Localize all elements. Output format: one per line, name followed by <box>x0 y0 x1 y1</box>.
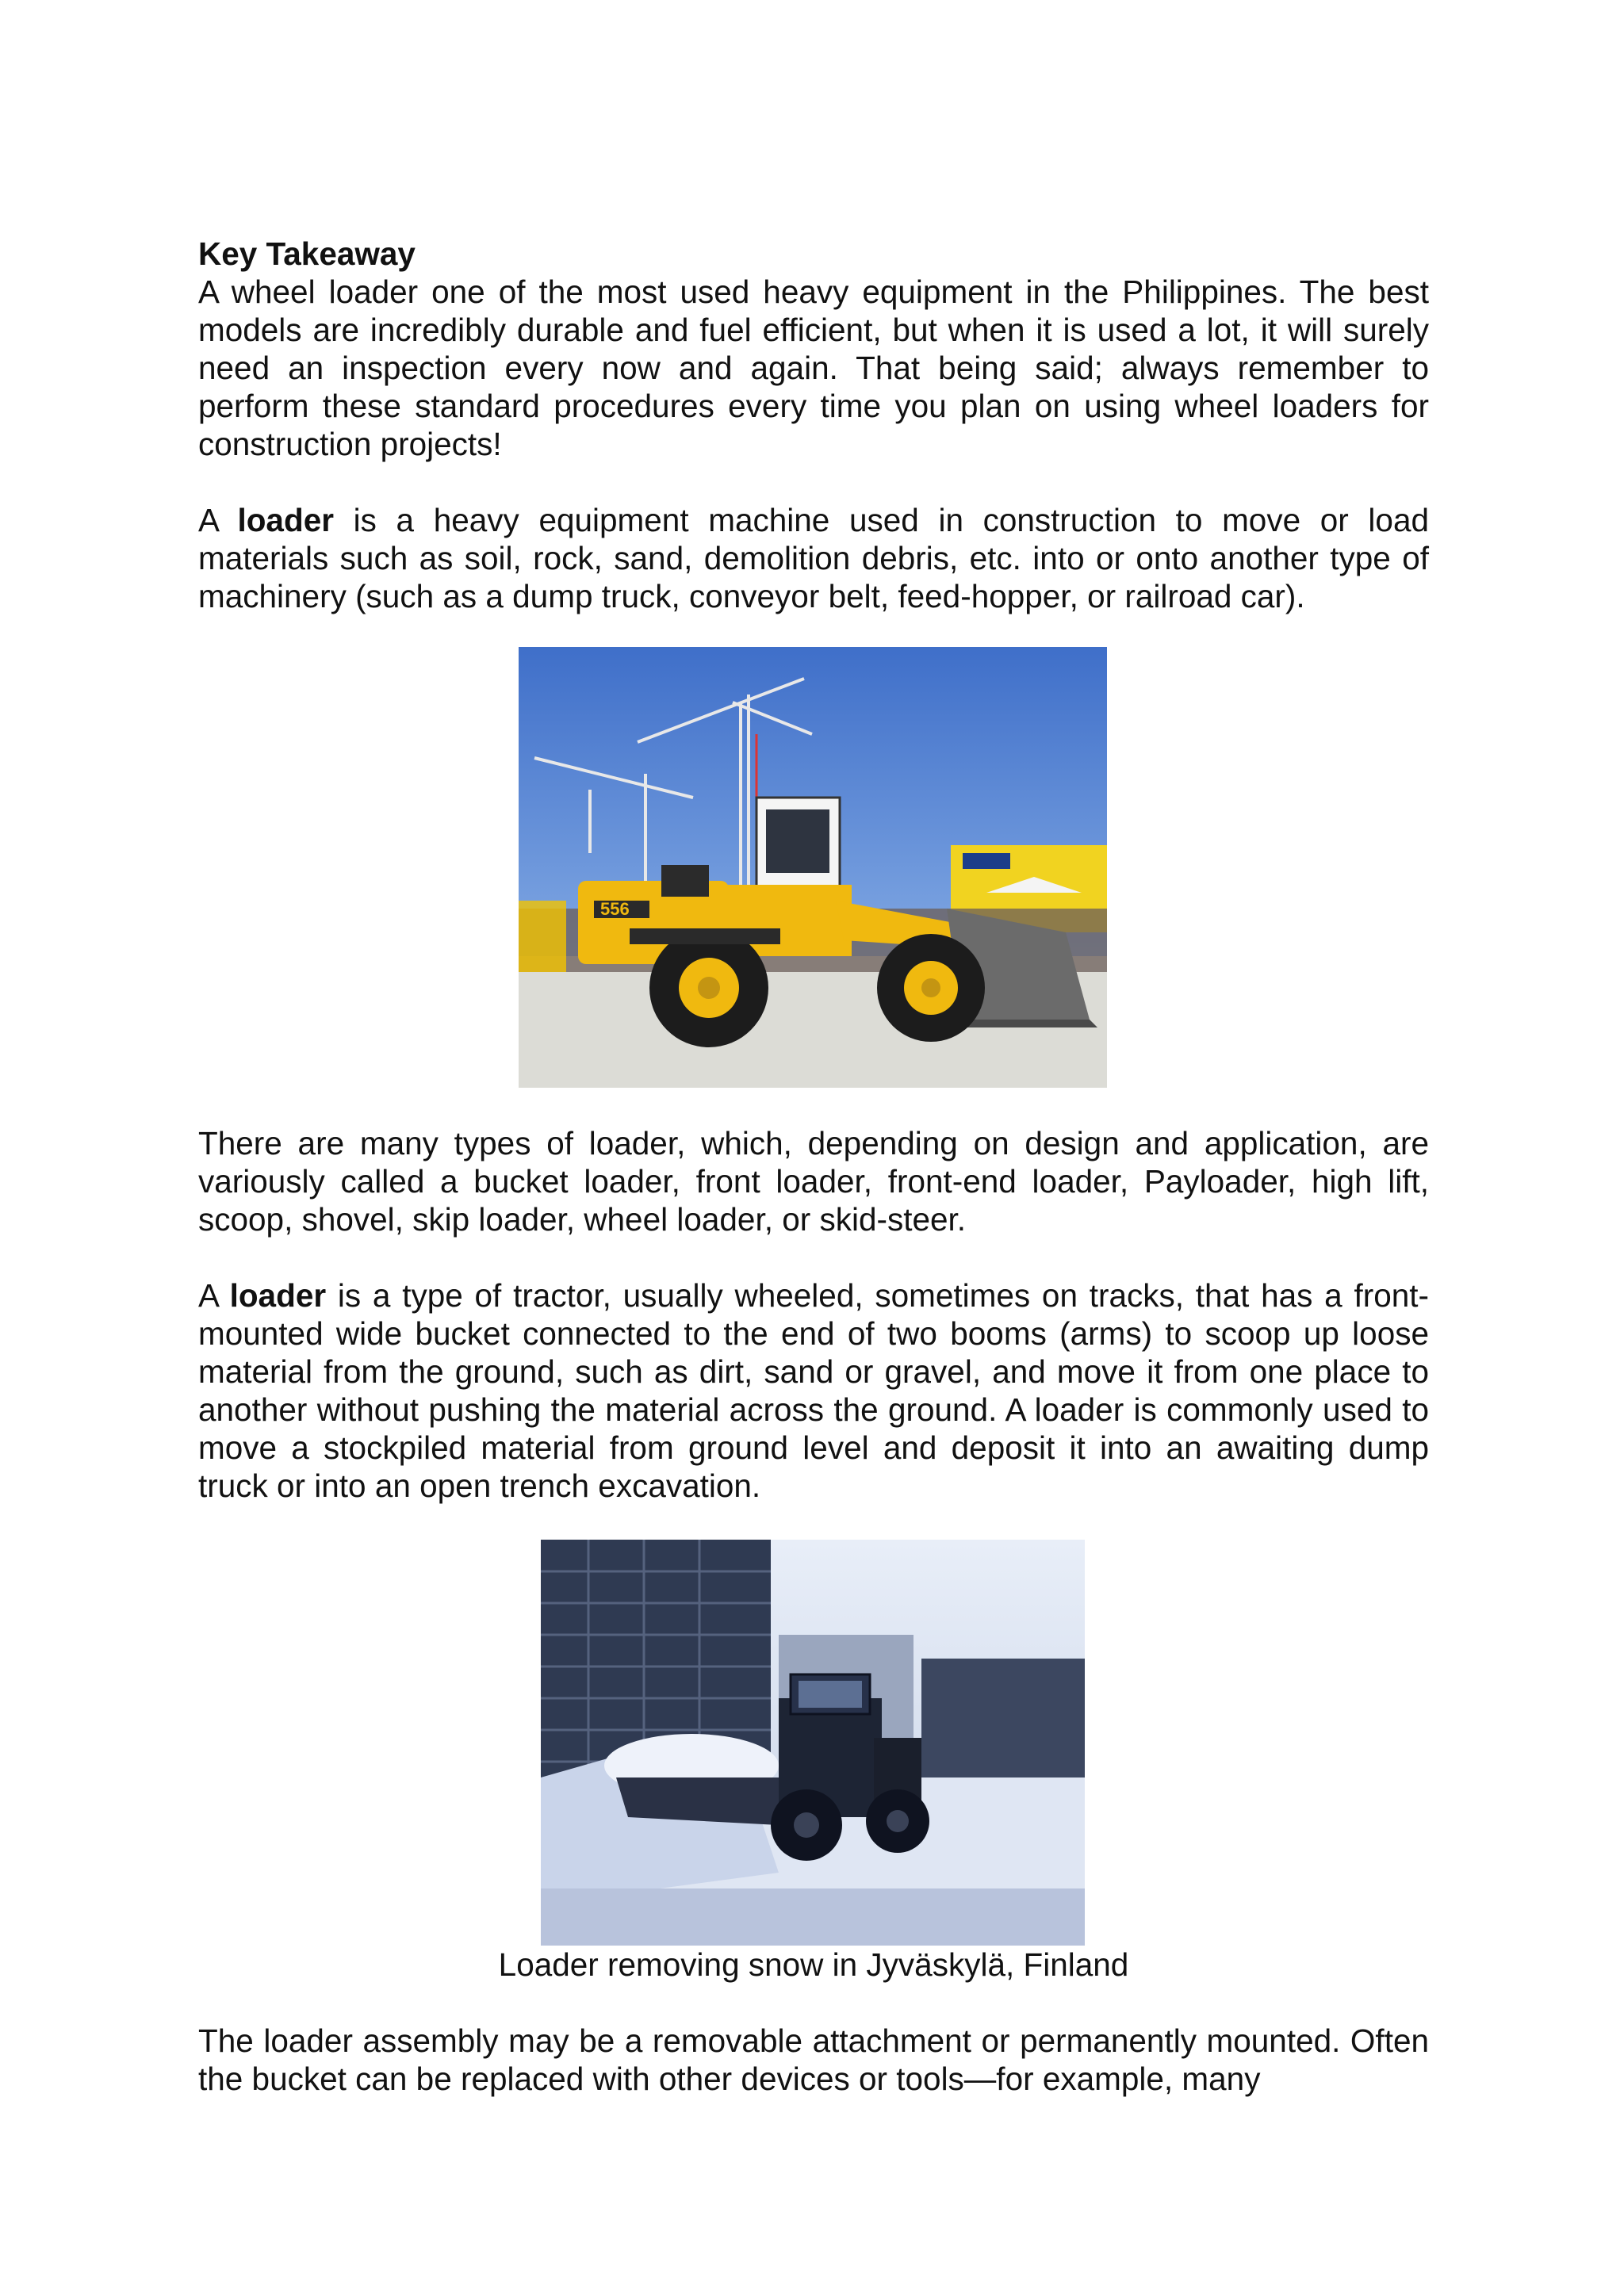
key-takeaway-paragraph: A wheel loader one of the most used heavy equipment in the Philippines. The best models are incredibly durable and fuel efficient, but when it is used a lot, it will surely need an inspection every now and again. That being said; always remember to perform these standard procedures every time you plan on using wheel loaders for construction projects! <box>198 274 1429 462</box>
document-body <box>198 235 1429 615</box>
loader-definition-paragraph: A loader is a heavy equipment machine used in construction to move or load materials such as soil, rock, sand, demolition debris, etc. into or onto another type of machinery (such as a dump truck, conveyor belt, feed-hopper, or railroad car). <box>198 502 1429 614</box>
section-heading: Key Takeaway <box>198 235 416 272</box>
document-body-3 <box>198 2022 1429 2098</box>
loader-term-2: loader <box>229 1277 327 1314</box>
loader-term: loader <box>237 502 334 538</box>
loader-assembly-paragraph: The loader assembly may be a removable attachment or permanently mounted. Often the bucket can be replaced with other devices or tools—for example, many <box>198 2022 1429 2097</box>
document-body-2 <box>198 1124 1429 1505</box>
loader-types-paragraph: There are many types of loader, which, depending on design and application, are variously called a bucket loader, front loader, front-end loader, Payloader, high lift, scoop, shovel, skip loader, wheel loader, or skid-steer. <box>198 1125 1429 1238</box>
figure-caption: Loader removing snow in Jyväskylä, Finland <box>498 1946 1129 1983</box>
loader-tractor-paragraph: A loader is a type of tractor, usually wheeled, sometimes on tracks, that has a front-mounted wide bucket connected to the end of two booms (arms) to scoop up loose material from the ground, such as dirt, sand or gravel, and move it from one place to another without pushing the material across the ground. A loader is commonly used to move a stockpiled material from ground level and deposit it into an awaiting dump truck or into an open trench excavation. <box>198 1277 1430 1504</box>
wheel-loader-photo <box>519 647 1107 1088</box>
snow-loader-photo <box>541 1540 1085 1946</box>
model-plate: 556 <box>600 899 630 919</box>
